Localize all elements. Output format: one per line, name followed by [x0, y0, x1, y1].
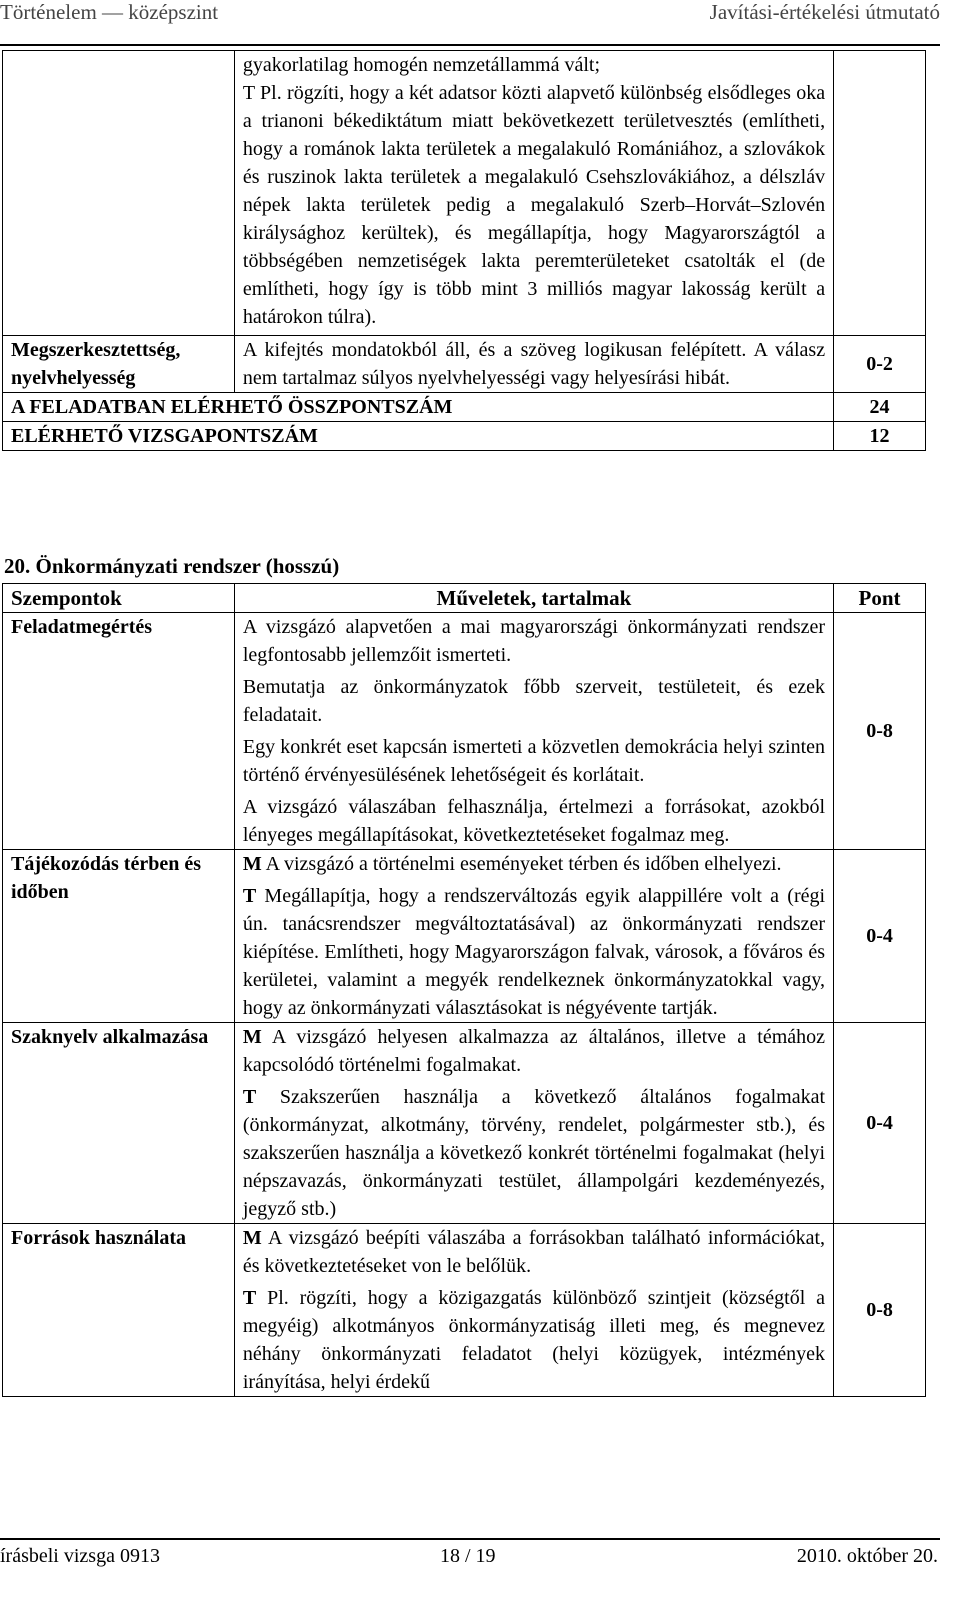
exam-total-label: ELÉRHETŐ VIZSGAPONTSZÁM [3, 422, 834, 451]
content-paragraph [243, 850, 825, 878]
criterion-label: Tájékozódás térben és időben [3, 850, 235, 1023]
criterion-text: A kifejtés mondatokból áll, és a szöveg logikusan felépített. A válasz nem tartalmaz súlyos nyelvhelyességi vagy helyesírási hibát. [234, 336, 833, 393]
total-row [3, 393, 926, 422]
content-paragraph [243, 882, 825, 1022]
table-row [3, 850, 926, 1023]
paragraph-lead: M [242, 853, 262, 875]
empty-points-cell [834, 51, 926, 336]
footer-left: írásbeli vizsga 0913 [0, 1545, 160, 1567]
table-header-row [3, 584, 926, 613]
paragraph-text: A vizsgázó beépíti válaszába a forrásokban található információkat, és következtetéseket von le belőlük. [242, 1227, 826, 1277]
exam-total-value: 12 [834, 422, 926, 451]
col-header-content: Műveletek, tartalmak [234, 584, 833, 613]
exam-total-row [3, 422, 926, 451]
criterion-points: 0-8 [834, 1224, 926, 1397]
section-title: 20. Önkormányzati rendszer (hosszú) [4, 554, 340, 578]
criterion-points: 0-4 [834, 850, 926, 1023]
table-previous-task [2, 50, 926, 451]
criterion-content [234, 1224, 833, 1397]
criterion-content [234, 1023, 833, 1224]
page-header [0, 0, 940, 36]
paragraph-text: A vizsgázó a történelmi eseményeket térben és időben elhelyezi. [261, 853, 782, 875]
table-row [3, 336, 926, 393]
criterion-points: 0-4 [834, 1023, 926, 1224]
empty-label-cell [3, 51, 235, 336]
criterion-content [234, 850, 833, 1023]
criterion-label: Megszerkesztettség, nyelvhelyesség [3, 336, 235, 393]
header-right: Javítási-értékelési útmutató [709, 0, 940, 24]
content-paragraph [243, 1023, 825, 1079]
content-paragraph [243, 1083, 825, 1223]
criterion-label: Feladatmegértés [3, 613, 235, 850]
content-paragraph [243, 1284, 825, 1396]
content-paragraph [243, 1224, 825, 1280]
table-row [3, 1023, 926, 1224]
table-row [3, 1224, 926, 1397]
header-left: Történelem — középszint [0, 0, 219, 24]
table-row [3, 613, 926, 850]
content-paragraph: A vizsgázó válaszában felhasználja, értelmezi a forrásokat, azokból lényeges megállapításokat, következtetéseket fogalmaz meg. [242, 796, 826, 846]
content-paragraph: Egy konkrét eset kapcsán ismerteti a közvetlen demokrácia helyi szinten történő érvényesülésének lehetőségeit és korlátait. [242, 736, 826, 786]
footer-divider [0, 1538, 940, 1540]
col-header-points: Pont [834, 584, 926, 613]
paragraph-text: Szakszerűen használja a következő általános fogalmakat (önkormányzat, alkotmány, törvény, rendelet, polgármester stb.), és szakszerűen használja a következő konkrét történelmi fogalmakat (helyi népszavazás, önkormányzati testület, állampolgári kezdeményezés, jegyző stb.) [242, 1086, 826, 1220]
criterion-label: Források használata [3, 1224, 235, 1397]
criterion-label: Szaknyelv alkalmazása [3, 1023, 235, 1224]
criterion-points: 0-8 [834, 613, 926, 850]
total-label: A FELADATBAN ELÉRHETŐ ÖSSZPONTSZÁM [3, 393, 834, 422]
table-row [3, 51, 926, 336]
paragraph-text: Megállapítja, hogy a rendszerváltozás egyik alappillére volt a (régi ún. tanácsrendszer megváltoztatásával) az önkormányzati rendszer kiépítése. Említheti, hogy Magyarországon falvak, városok, a főváros és kerületei, valamint a megyék rendelkeznek önkormányzatokkal vagy, hogy az önkormányzati választásokat is négyévente tartják. [242, 885, 826, 1019]
footer-page-number: 18 / 19 [440, 1545, 496, 1567]
content-line: gyakorlatilag homogén nemzetállammá vált; [242, 54, 601, 76]
paragraph-text: Pl. rögzíti, hogy a közigazgatás különböző szintjeit (községtől a megyéig) alkotmányos önkormányzatiság illeti meg, és megnevez néhány önkormányzati feladatot (helyi közügyek, intézmények irányítása, helyi érdekű [242, 1287, 826, 1393]
total-value: 24 [834, 393, 926, 422]
paragraph-lead: T [242, 1287, 257, 1309]
content-paragraph: Bemutatja az önkormányzatok főbb szerveit, testületeit, és ezek feladatait. [242, 676, 826, 726]
content-cell [234, 51, 833, 336]
paragraph-lead: T [242, 1086, 257, 1108]
criterion-points: 0-2 [834, 336, 926, 393]
paragraph-lead: M [242, 1227, 262, 1249]
footer-date: 2010. október 20. [796, 1545, 938, 1567]
paragraph-text: A vizsgázó helyesen alkalmazza az általános, illetve a témához kapcsolódó történelmi fogalmakat. [242, 1026, 826, 1076]
criterion-content [234, 613, 833, 850]
paragraph-lead: M [242, 1026, 262, 1048]
content-paragraph: A vizsgázó alapvetően a mai magyarországi önkormányzati rendszer legfontosabb jellemzőit ismerteti. [242, 616, 826, 666]
col-header-criteria: Szempontok [3, 584, 235, 613]
header-divider [0, 44, 940, 46]
content-paragraph: T Pl. rögzíti, hogy a két adatsor közti alapvető különbség elsődleges oka a trianoni békediktátum miatt bekövetkezett területvesztés (említheti, hogy a románok lakta területek a megalakuló Romániához, a szlovákok és ruszinok lakta területek a megalakuló Csehszlovákiához, a délszláv népek lakta területek pedig a megalakuló Szerb–Horvát–Szlovén királysághoz kerültek), és megállapítja, hogy Magyarországtól a többségében nemzetiségek lakta peremterületeket csatolták el (de említheti, hogy így is több mint 3 milliós magyar lakosság került a határokon túlra). [242, 82, 826, 328]
paragraph-lead: T [242, 885, 257, 907]
table-scoring [2, 583, 926, 1397]
